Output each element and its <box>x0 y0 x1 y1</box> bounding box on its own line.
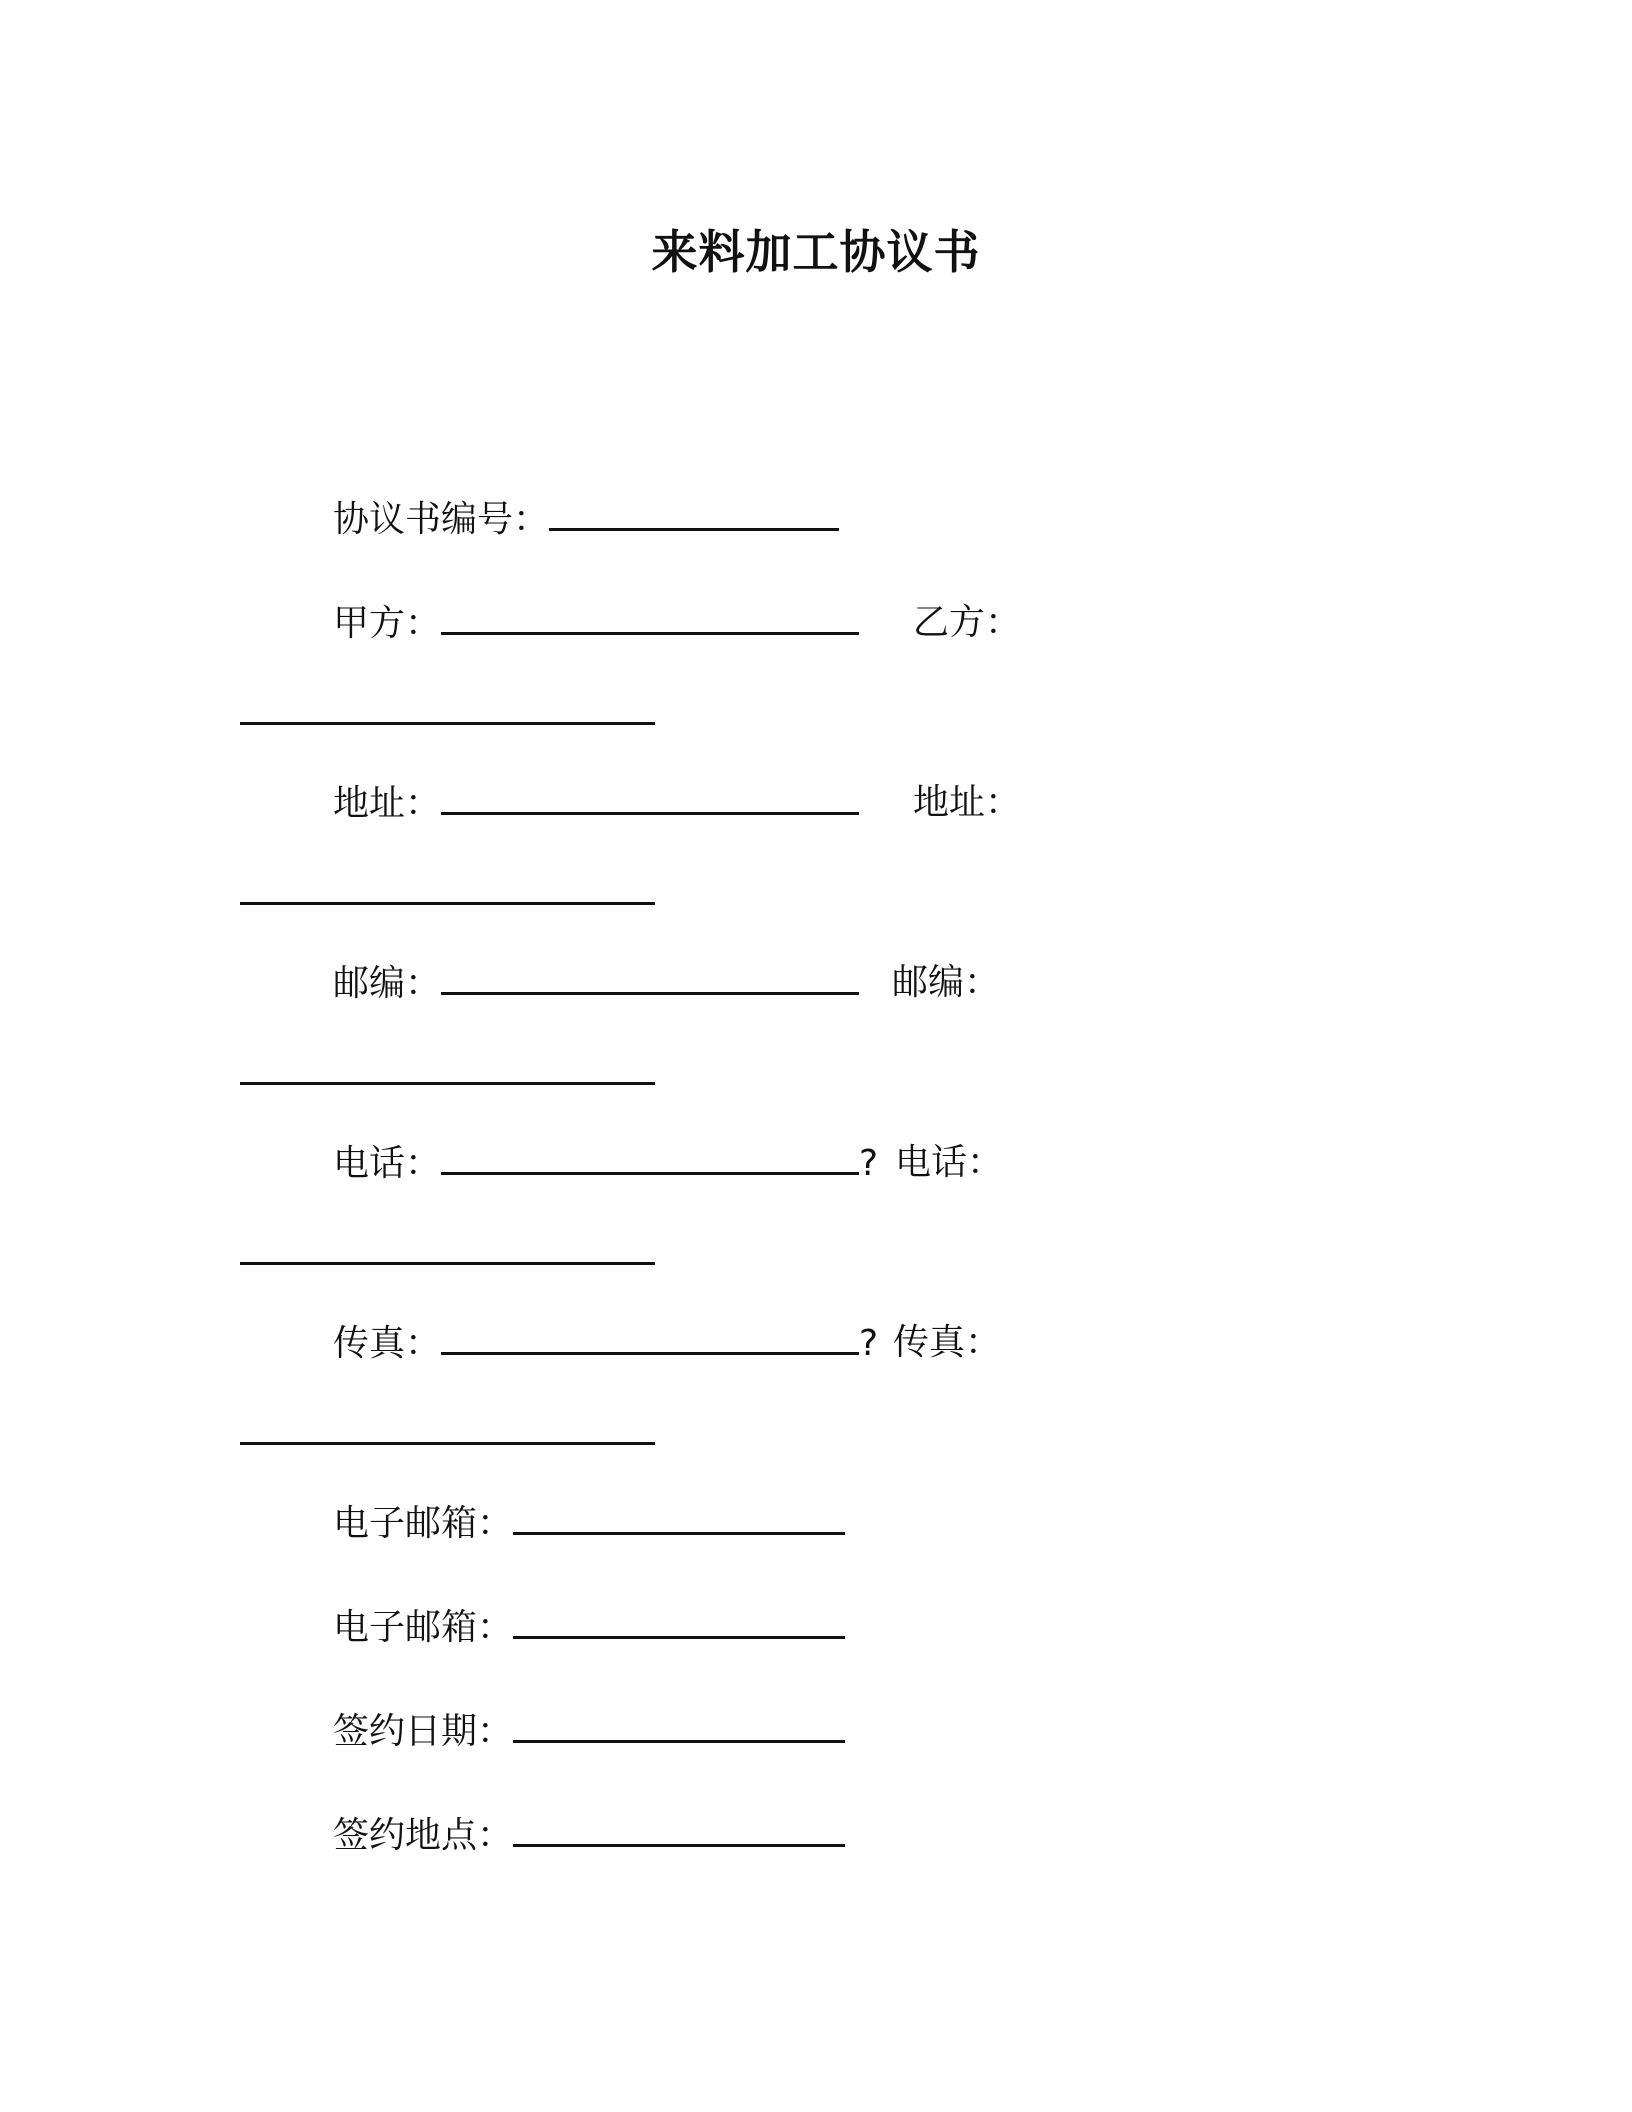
agreement-number-row <box>333 494 839 545</box>
fax-separator: ? <box>859 1323 879 1364</box>
postcode-b-label: 邮编： <box>892 962 1001 1003</box>
fax-a-label: 传真： <box>333 1323 442 1364</box>
phone-a-label: 电话： <box>333 1143 442 1184</box>
fax-b-blank <box>240 1408 655 1445</box>
phone-b-label: 电话： <box>895 1142 1004 1183</box>
phone-separator: ? <box>859 1143 879 1184</box>
party-b-blank <box>240 688 655 725</box>
email-2-row <box>333 1602 845 1653</box>
postcode-b-row <box>240 1048 655 1099</box>
phone-a-blank <box>441 1138 859 1175</box>
phone-b-row <box>240 1228 655 1279</box>
address-a-blank <box>441 778 859 815</box>
sign-date-row <box>333 1706 845 1757</box>
agreement-number-label: 协议书编号： <box>333 499 550 540</box>
party-a-row <box>333 598 859 649</box>
postcode-a-blank <box>441 958 859 995</box>
party-b-row <box>240 688 655 739</box>
phone-a-row <box>333 1138 878 1189</box>
fax-b-label: 传真： <box>893 1322 1002 1363</box>
email-1-row <box>333 1498 845 1549</box>
phone-b-blank <box>240 1228 655 1265</box>
sign-place-row <box>333 1810 845 1861</box>
email-1-blank <box>513 1498 845 1535</box>
sign-date-blank <box>513 1706 845 1743</box>
party-a-label: 甲方： <box>333 603 442 644</box>
address-b-blank <box>240 868 655 905</box>
address-a-label: 地址： <box>333 783 442 824</box>
agreement-number-blank <box>549 494 839 531</box>
fax-a-row <box>333 1318 878 1369</box>
fax-b-row <box>240 1408 655 1459</box>
sign-place-blank <box>513 1810 845 1847</box>
postcode-b-blank <box>240 1048 655 1085</box>
email-2-label: 电子邮箱： <box>333 1607 514 1648</box>
party-a-blank <box>441 598 859 635</box>
sign-date-label: 签约日期： <box>333 1711 514 1752</box>
address-a-row <box>333 778 859 829</box>
postcode-a-row <box>333 958 859 1009</box>
fax-a-blank <box>441 1318 859 1355</box>
sign-place-label: 签约地点： <box>333 1815 514 1856</box>
party-b-label: 乙方： <box>913 602 1022 643</box>
postcode-a-label: 邮编： <box>333 963 442 1004</box>
address-b-label: 地址： <box>913 782 1022 823</box>
address-b-row <box>240 868 655 919</box>
email-1-label: 电子邮箱： <box>333 1503 514 1544</box>
email-2-blank <box>513 1602 845 1639</box>
document-title: 来料加工协议书 <box>651 225 981 279</box>
